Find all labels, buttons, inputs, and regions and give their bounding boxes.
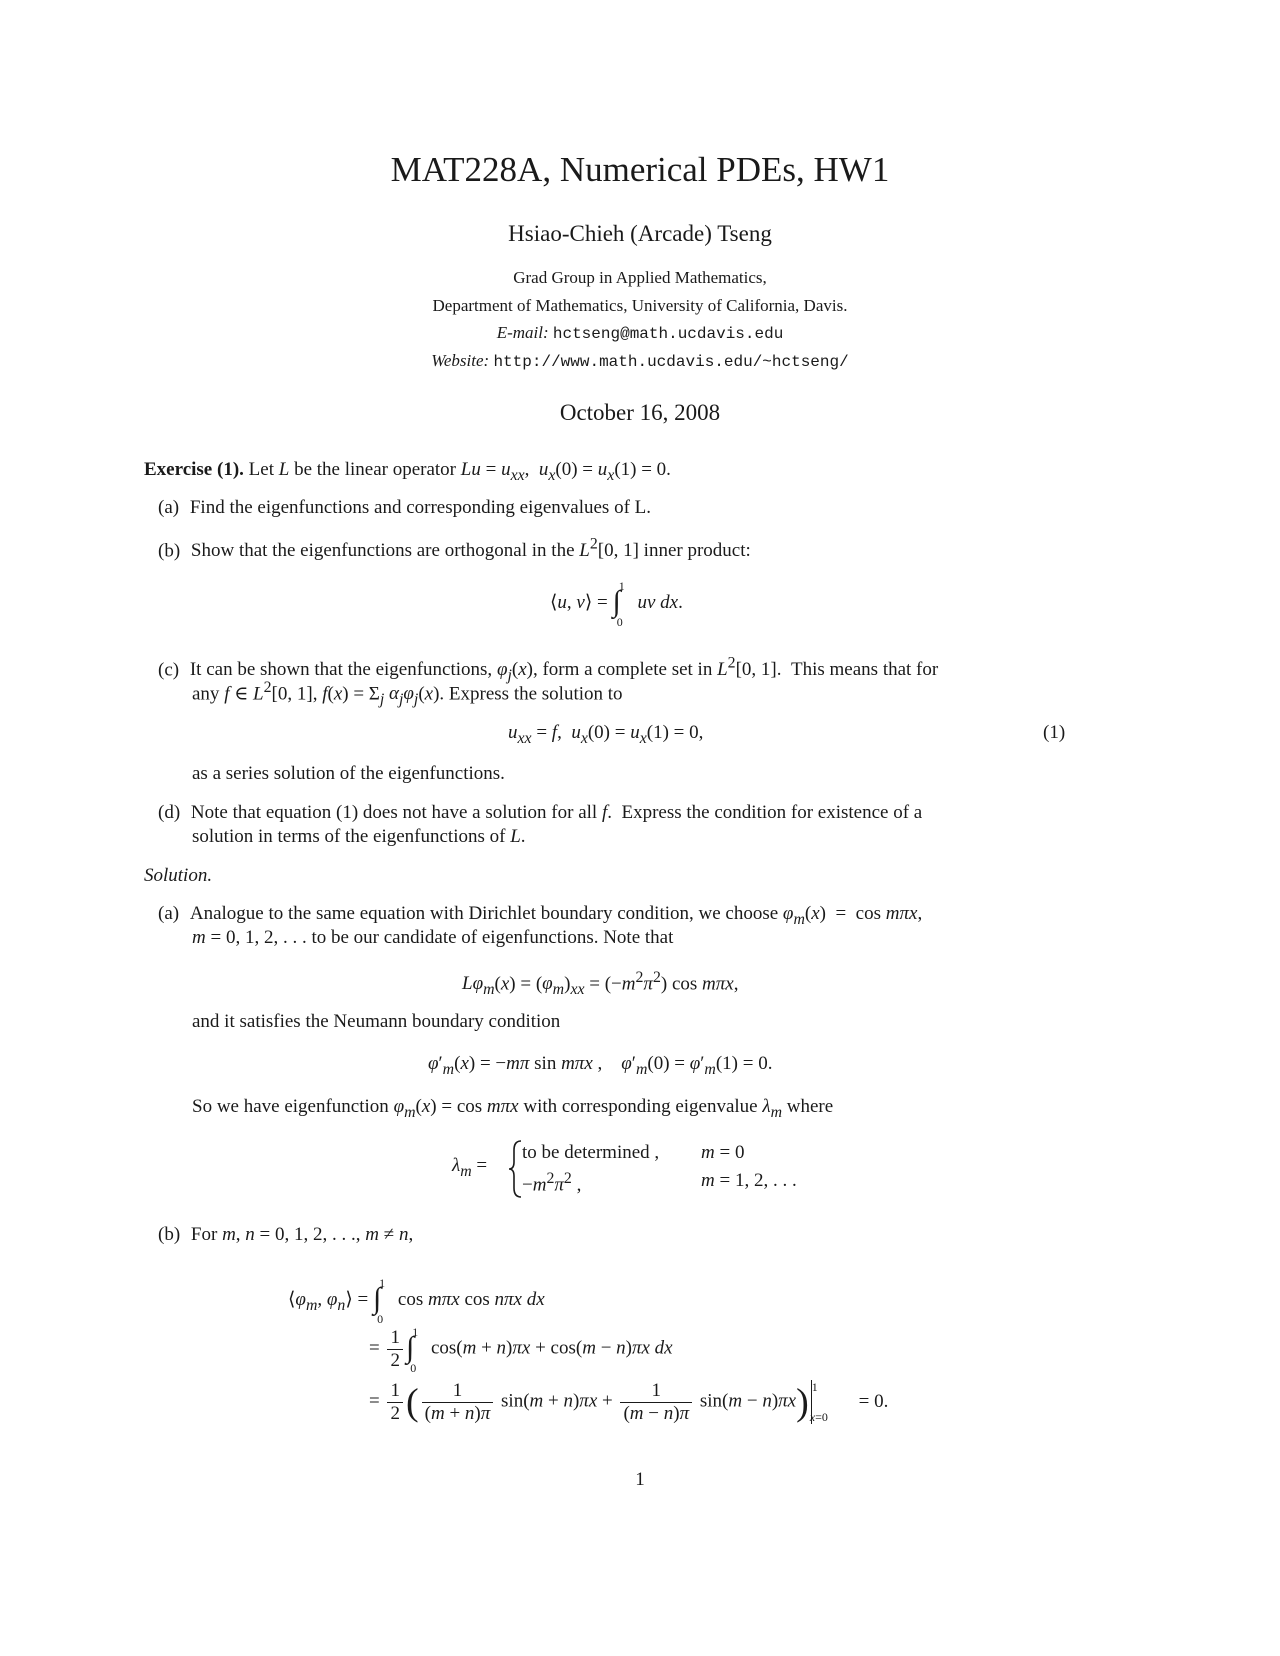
solution-part-b (158, 1224, 413, 1246)
part-text-line-1: Analogue to the same equation with Dirichlet boundary condition, we choose $\varphi_m(x) = \cos m\pi x$, (189, 903, 923, 928)
part-c-line-2: any f ∈ $L^2[0$, 1], $f(x) = \Sigma_j$ $\alpha_j\varphi_j(x)$. Express the solution to (192, 679, 623, 709)
part-text: Show that the eigenfunctions are orthogonal in the $L^2[0$, 1] inner product: (190, 536, 751, 562)
exercise-label: Exercise (144, 459, 213, 480)
part-label: (c) (158, 659, 180, 681)
exercise-part-d (158, 802, 922, 824)
lambda-label: $\lambda_m$ = (452, 1155, 488, 1180)
exercise-part-b (158, 536, 751, 562)
part-label: (a) (158, 497, 180, 518)
solution-label: Solution. (144, 865, 213, 886)
exercise-heading (144, 459, 671, 485)
part-text: Find the eigenfunctions and corresponding eigenvalues of L. (189, 497, 652, 518)
orthogonality-line-3: = $\frac{1}{2}$ ( $\frac{1}{(m + n)\pi}$ sin(m + n)πx + $\frac{1}{(m - n)\pi}$ sin(m − n)πx) $^1_{x=0}$ = 0. (369, 1379, 889, 1424)
website-link[interactable]: http://www.math.ucdavis.edu/~hctseng/ (493, 353, 849, 371)
part-c-after: as a series solution of the eigenfunctions. (192, 763, 505, 784)
neumann-equation: $\varphi'_m(x) = -m\pi$ sin mπx , $\varphi'_m(0) = \varphi'_m(1) = 0$. (428, 1053, 773, 1078)
orthogonality-line-2: = $\frac{1}{2}$ $\int_0^1$ cos(m + n)πx + cos(m − n)πx dx (369, 1324, 673, 1375)
solution-a-text-3: and it satisfies the Neumann boundary condition (192, 1011, 561, 1032)
affiliation-line-2: Department of Mathematics, University of California, Davis. (432, 296, 848, 315)
author: Hsiao-Chieh (Arcade) Tseng (508, 221, 772, 246)
part-d-line-2: solution in terms of the eigenfunctions of L. (192, 826, 526, 847)
part-text-line-1: It can be shown that the eigenfunctions, $\varphi_j(x)$, form a complete set in $L^2[0$, 1]. This means that for (189, 655, 939, 685)
website-line (0, 351, 1280, 371)
part-text: For m, n = 0, 1, 2, . . ., m ≠ n, (190, 1224, 414, 1245)
exercise-intro-text: Let L be the linear operator $Lu = u_{xx}$, $u_x(0) = u_x(1) = 0$. (248, 459, 671, 484)
page-title: MAT228A, Numerical PDEs, HW1 (390, 150, 890, 189)
part-label: (b) (158, 1224, 181, 1245)
operator-equation: $L\varphi_m(x) = (\varphi_m)_{xx} = (-m^2\pi^2)$ cos mπx, (462, 969, 739, 999)
equation-number: (1) (1043, 722, 1066, 743)
inner-product-equation: ⟨u, v⟩ = $\int_0^1$ uv dx. (550, 579, 683, 629)
affiliation-line-1: Grad Group in Applied Mathematics, (513, 268, 767, 287)
orthogonality-result: = 0. (858, 1390, 889, 1412)
email-label: E-mail: (496, 323, 549, 342)
exercise-part-a (158, 497, 651, 519)
email-address[interactable]: hctseng@math.ucdavis.edu (552, 325, 784, 343)
solution-a-text-4: So we have eigenfunction $\varphi_m(x) = \cos m\pi x$ with corresponding eigenvalue $\lambda_m$ where (192, 1096, 834, 1121)
lambda-case-2-value: $-m^2\pi^2$ , (522, 1170, 582, 1196)
part-label: (d) (158, 802, 181, 823)
solution-part-a (158, 903, 922, 929)
document-date: October 16, 2008 (559, 400, 721, 425)
orthogonality-line-1: $⟨\varphi_m$, $\varphi_n⟩ = \int_0^1$ cos mπx cos nπx dx (288, 1276, 545, 1326)
lambda-case-1-value: to be determined , (522, 1142, 660, 1163)
equation-1: $u_{xx} = f$, $u_x(0) = u_x(1) = 0$, (508, 722, 704, 747)
website-label: Website: (431, 351, 490, 370)
lambda-case-2-condition: m = 1, 2, . . . (701, 1170, 797, 1191)
page-number: 1 (635, 1469, 645, 1490)
email-line (0, 323, 1280, 343)
lambda-case-1-condition: m = 0 (701, 1142, 745, 1163)
exercise-number: (1). (217, 459, 244, 480)
part-label: (b) (158, 540, 181, 562)
solution-a-line-2: m = 0, 1, 2, . . . to be our candidate of eigenfunctions. Note that (192, 927, 674, 948)
part-label: (a) (158, 903, 180, 924)
part-text-line-1: Note that equation (1) does not have a solution for all f. Express the condition for existence of a (190, 802, 923, 823)
